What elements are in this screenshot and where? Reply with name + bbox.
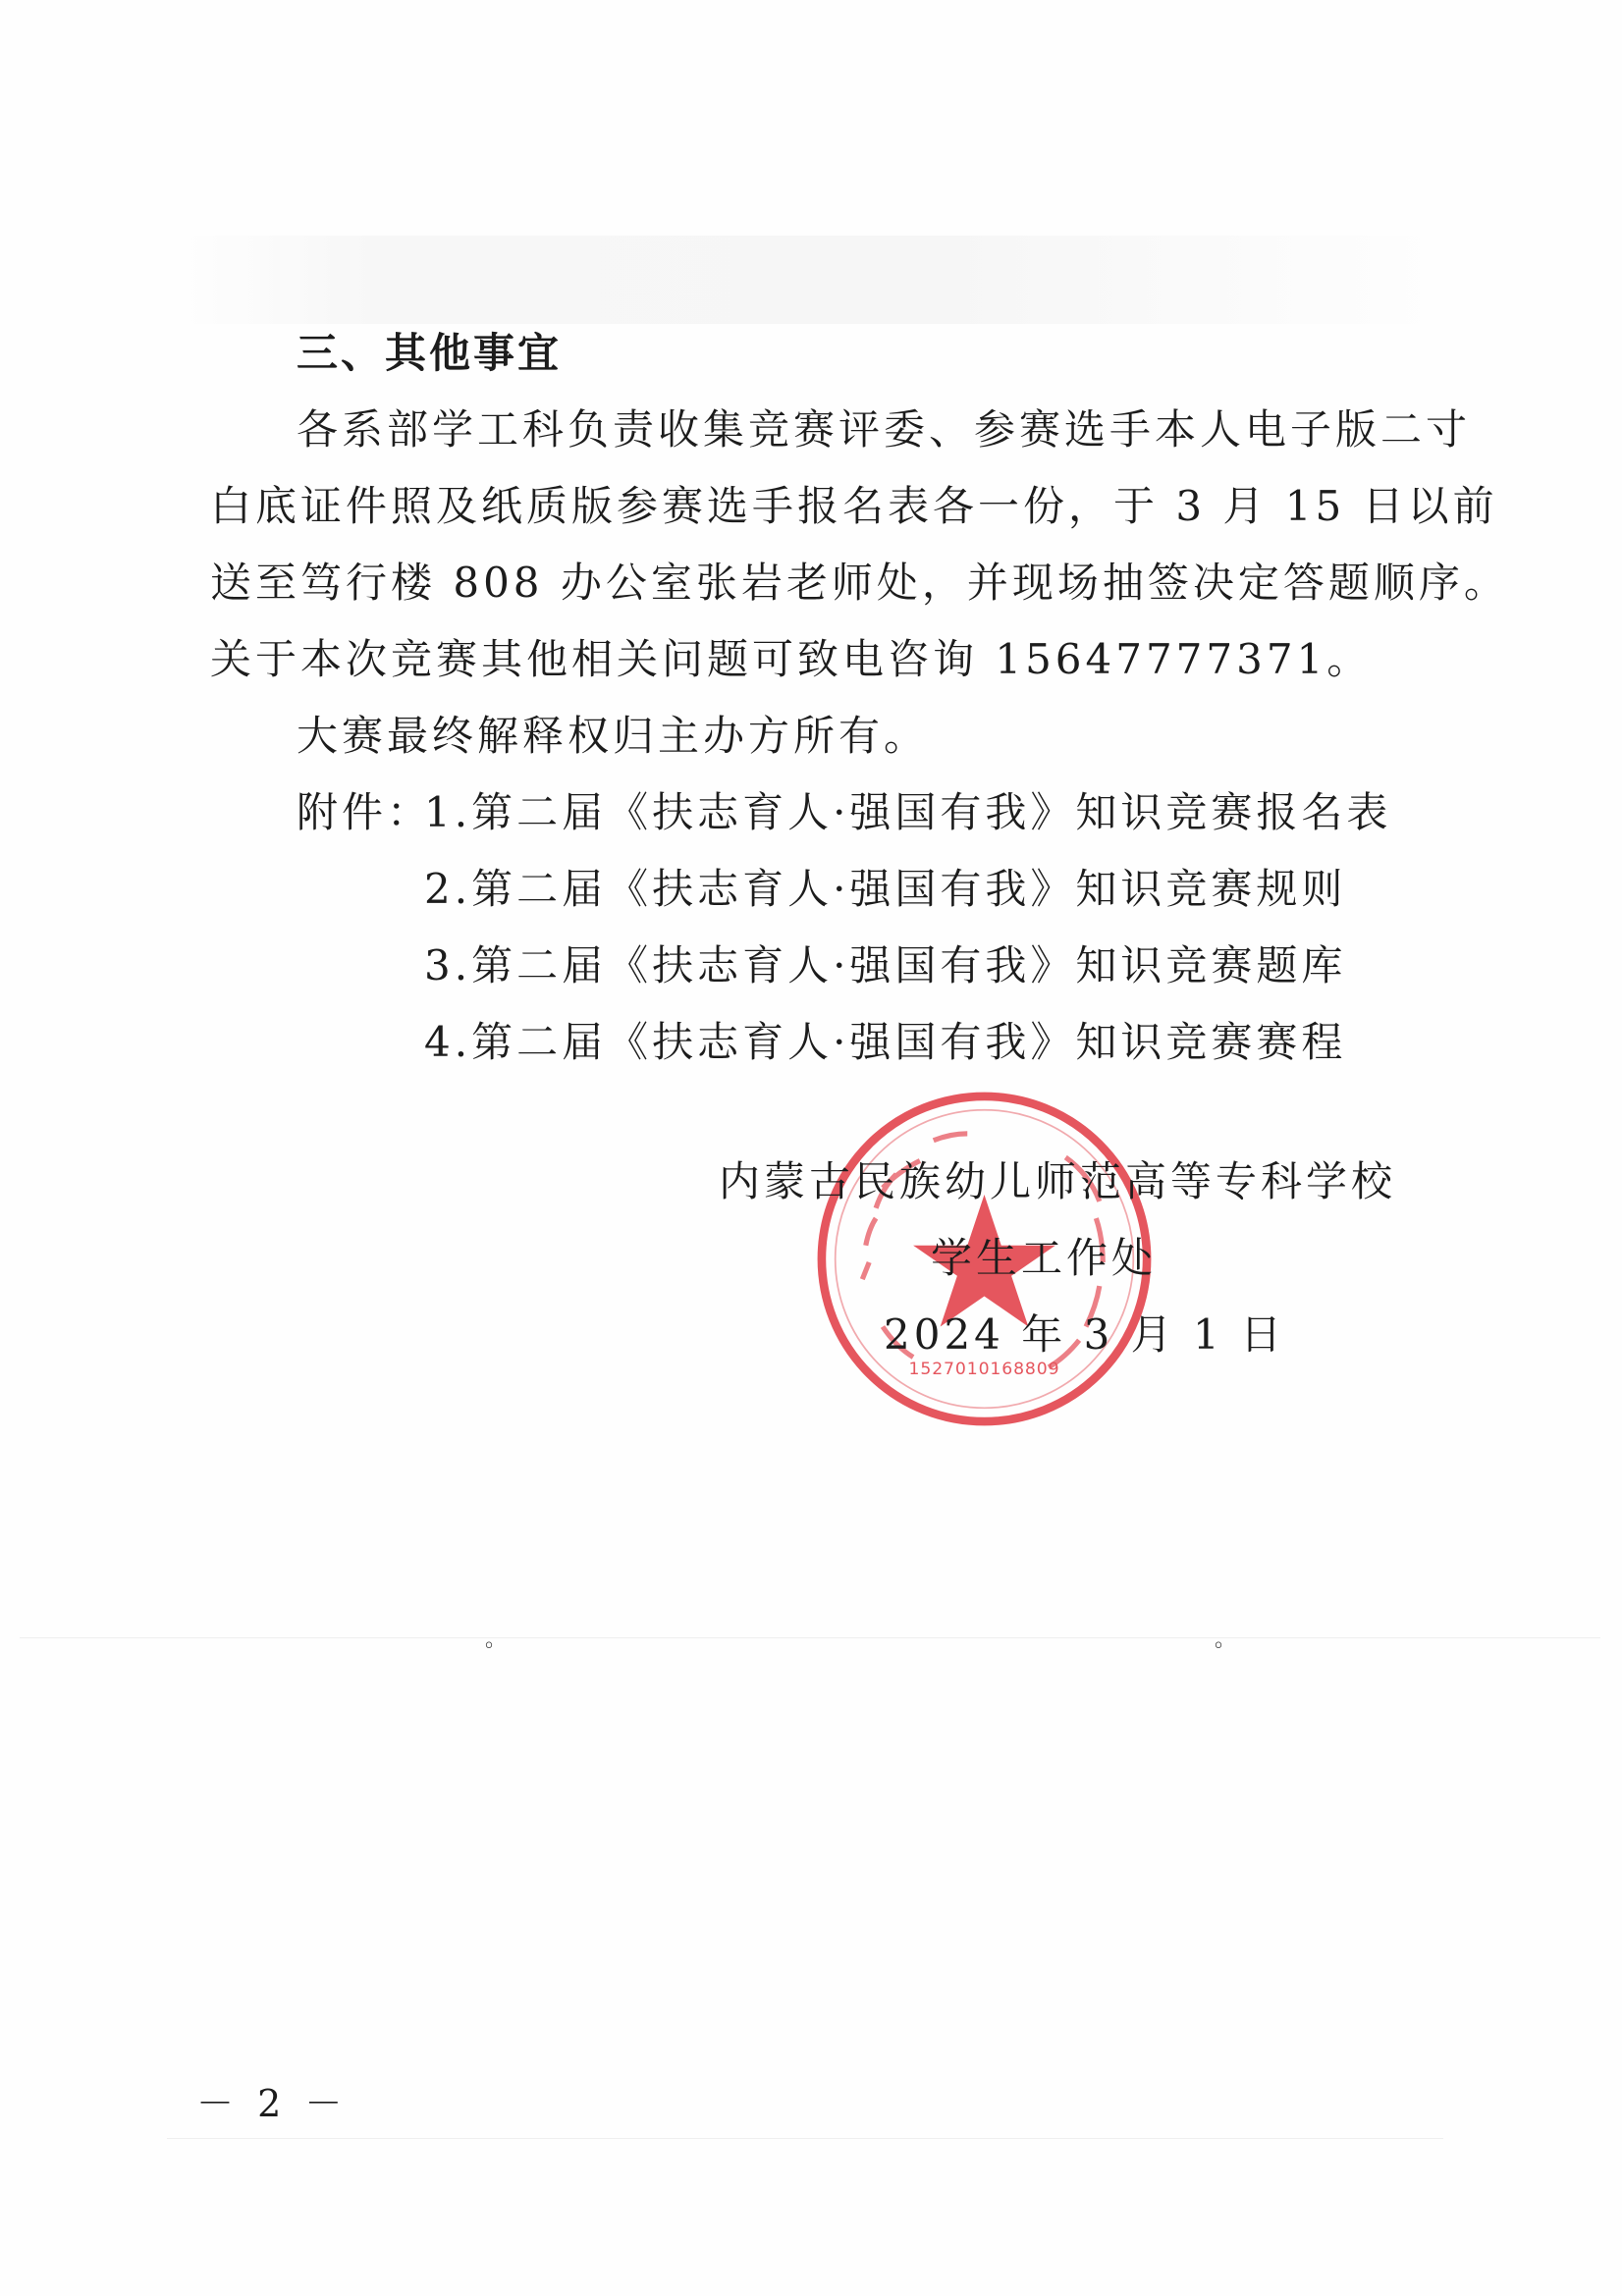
signature-organization: 内蒙古民族幼儿师范高等专科学校	[719, 1157, 1397, 1205]
paragraph-line: 白底证件照及纸质版参赛选手报名表各一份，于 3 月 15 日以前	[210, 482, 1498, 530]
paragraph-line: 送至笃行楼 808 办公室张岩老师处，并现场抽签决定答题顺序。	[210, 559, 1509, 607]
scan-speck: 。	[485, 1628, 508, 1652]
page-number: － 2 －	[196, 2082, 349, 2125]
scan-bleed-through	[177, 236, 1453, 324]
signature-date: 2024 年 3 月 1 日	[884, 1310, 1286, 1359]
paragraph-line: 各系部学工科负责收集竞赛评委、参赛选手本人电子版二寸	[297, 405, 1472, 454]
seal-code: 1527010168809	[908, 1359, 1060, 1379]
scan-artifact-line	[167, 2138, 1443, 2139]
paragraph-final-interpretation: 大赛最终解释权归主办方所有。	[297, 712, 930, 760]
attachment-item: 3.第二届《扶志育人·强国有我》知识竞赛题库	[424, 941, 1347, 989]
scan-speck: 。	[1215, 1628, 1237, 1652]
scan-artifact-line	[20, 1637, 1600, 1638]
section-heading: 三、其他事宜	[297, 329, 563, 377]
attachment-item: 2.第二届《扶志育人·强国有我》知识竞赛规则	[424, 865, 1347, 913]
attachments-label: 附件：	[297, 788, 433, 836]
attachment-item: 1.第二届《扶志育人·强国有我》知识竞赛报名表	[424, 788, 1392, 836]
paragraph-line: 关于本次竞赛其他相关问题可致电咨询 15647777371。	[210, 635, 1373, 683]
attachment-item: 4.第二届《扶志育人·强国有我》知识竞赛赛程	[424, 1018, 1347, 1066]
signature-department: 学生工作处	[931, 1234, 1158, 1282]
